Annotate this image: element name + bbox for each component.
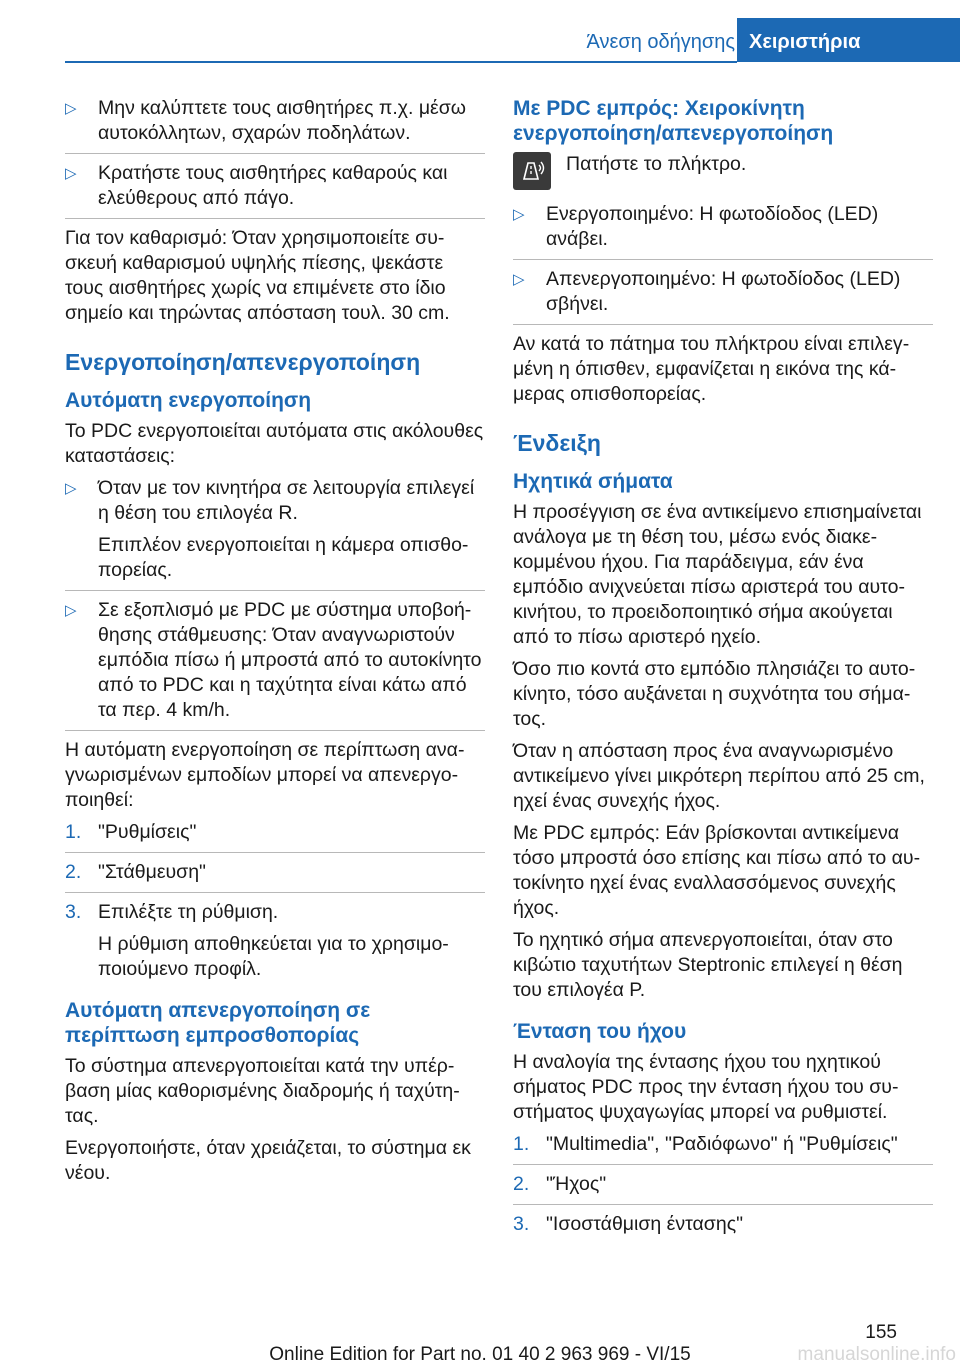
step-item xyxy=(513,1132,933,1165)
list-item-note: Επιπλέον ενεργοποιείται η κάμερα οπισθοπορείας. xyxy=(98,534,469,581)
edition-note: Online Edition for Part no. 01 40 2 963 969 - VI/15 xyxy=(269,1344,691,1365)
step-text: "Στάθμευση" xyxy=(98,861,206,883)
bullet-icon: ▷ xyxy=(513,271,525,288)
list-item-text: Κρατήστε τους αισθητήρες καθαρούς και ελεύθερους από πάγο. xyxy=(98,162,448,209)
watermark: manualsonline.info xyxy=(797,1344,956,1365)
step-number: 3. xyxy=(513,1213,530,1235)
heading-manual-activation: Με PDC εμπρός: Χειροκίνητη ενεργοποίηση/απενεργοποίηση xyxy=(513,97,834,145)
press-button-row xyxy=(513,152,933,190)
step-number: 2. xyxy=(65,861,82,883)
heading-auto-activation: Αυτόματη ενεργοποίηση xyxy=(65,389,312,412)
volume-paragraph: Η αναλογία της έντασης ήχου του ηχητικού σήματος PDC προς την ένταση ήχου του συστήματος ψυχαγωγίας μπορεί να ρυθμιστεί. xyxy=(513,1051,899,1123)
heading-activation: Ενεργοποίηση/απενεργοποίηση xyxy=(65,349,421,375)
step-number: 1. xyxy=(513,1133,530,1155)
list-item xyxy=(65,476,485,591)
signals-paragraph-2: Όσο πιο κοντά στο εμπόδιο πλησιάζει το αυτοκίνητο, τόσο αυξάνεται η συχνότητα του σήματος. xyxy=(513,658,916,730)
step-number: 2. xyxy=(513,1173,530,1195)
heading-acoustic-signals: Ηχητικά σήματα xyxy=(513,470,673,493)
list-item xyxy=(513,202,933,260)
header-rule xyxy=(65,61,737,63)
list-item-text: Σε εξοπλισμό με PDC με σύστημα υποβοήθησης στάθμευσης: Όταν αναγνωριστούν εμπόδια πίσω ή μπροστά από το αυτοκίνητο από το PDC και η ταχύτητα είναι κάτω από τα περ. 4 km/h. xyxy=(98,599,482,721)
signals-paragraph-1: Η προσέγγιση σε ένα αντικείμενο επισημαίνεται ανάλογα με τη θέση του, μέσω ενός διακεκομμένου ήχου. Για παράδειγμα, εάν ένα εμπόδιο ανιχνεύεται πίσω αριστερά του αυτοκινήτου, το προειδοποιητικό σήμα ακούγεται από το πίσω αριστερό ηχείο. xyxy=(513,501,922,648)
step-note: Η ρύθμιση αποθηκεύεται για το χρησιμοποιούμενο προφίλ. xyxy=(98,933,449,980)
heading-auto-deactivation: Αυτόματη απενεργοποίηση σε περίπτωση εμπροσθοπορίας xyxy=(65,999,371,1047)
step-number: 3. xyxy=(65,901,82,923)
list-item-text: Απενεργοποιημένο: Η φωτοδίοδος (LED) σβήνει. xyxy=(546,268,901,315)
list-item-text: Ενεργοποιημένο: Η φωτοδίοδος (LED) ανάβει. xyxy=(546,203,879,250)
step-text: "Ισοστάθμιση έντασης" xyxy=(546,1213,744,1235)
signals-paragraph-5: Το ηχητικό σήμα απενεργοποιείται, όταν στο κιβώτιο ταχυτήτων Steptronic επιλεγεί η θέση του επιλογέα P. xyxy=(513,929,903,1001)
right-column xyxy=(513,96,933,1244)
bullet-icon: ▷ xyxy=(513,206,525,223)
signals-paragraph-4: Με PDC εμπρός: Εάν βρίσκονται αντικείμενα τόσο μπροστά όσο επίσης και πίσω από το αυτοκίνητο ηχεί ένας εναλλασσόμενος συνεχής ήχος. xyxy=(513,822,921,919)
pdc-button-icon xyxy=(513,152,551,190)
heading-display: Ένδειξη xyxy=(513,430,601,456)
auto-paragraph: Το PDC ενεργοποιείται αυτόματα στις ακόλουθες καταστάσεις: xyxy=(65,420,484,467)
page-header xyxy=(0,0,960,64)
chapter-tab[interactable]: Χειριστήρια xyxy=(737,18,960,62)
signals-paragraph-3: Όταν η απόσταση προς ένα αναγνωρισμένο αντικείμενο γίνει μικρότερη περίπου από 25 cm, ηχεί ένας συνεχής ήχος. xyxy=(513,740,925,812)
left-column xyxy=(65,96,485,1193)
cleaning-paragraph: Για τον καθαρισμό: Όταν χρησιμοποιείτε συσκευή καθαρισμού υψηλής πίεσης, ψεκάστε τους αισθητήρες χωρίς να επιμένετε στο ίδιο σημείο και τηρώντας απόσταση τουλ. 30 cm. xyxy=(65,227,450,324)
reactivate-paragraph: Ενεργοποιήστε, όταν χρειάζεται, το σύστημα εκ νέου. xyxy=(65,1137,471,1184)
step-item xyxy=(65,900,485,982)
step-text: "Ρυθμίσεις" xyxy=(98,821,197,843)
page-number: 155 xyxy=(865,1322,897,1343)
list-item xyxy=(513,267,933,325)
bullet-icon: ▷ xyxy=(65,602,77,619)
step-text: "Ήχος" xyxy=(546,1173,607,1195)
bullet-icon: ▷ xyxy=(65,480,77,497)
list-item-text: Μην καλύπτετε τους αισθητήρες π.χ. μέσω αυτοκόλλητων, σχαρών ποδηλάτων. xyxy=(98,97,467,144)
step-item xyxy=(513,1172,933,1205)
bullet-icon: ▷ xyxy=(65,100,77,117)
step-item xyxy=(65,860,485,893)
page-footer xyxy=(0,1312,960,1365)
list-item xyxy=(65,161,485,219)
step-item xyxy=(513,1212,933,1237)
step-number: 1. xyxy=(65,821,82,843)
heading-volume: Ένταση του ήχου xyxy=(513,1020,687,1043)
section-title: Άνεση οδήγησης xyxy=(586,31,735,53)
step-text: "Multimedia", "Ραδιόφωνο" ή "Ρυθμίσεις" xyxy=(546,1133,898,1155)
deactivation-paragraph: Η αυτόματη ενεργοποίηση σε περίπτωση αναγνωρισμένων εμποδίων μπορεί να απενεργοποιηθεί: xyxy=(65,739,465,811)
list-item-text: Όταν με τον κινητήρα σε λειτουργία επιλεγεί η θέση του επιλογέα R. xyxy=(98,477,475,524)
reverse-paragraph: Αν κατά το πάτημα του πλήκτρου είναι επιλεγμένη η όπισθεν, εμφανίζεται η εικόνα της κάμερας οπισθοπορείας. xyxy=(513,333,910,405)
step-text: Επιλέξτε τη ρύθμιση. xyxy=(98,901,279,923)
autooff-paragraph: Το σύστημα απενεργοποιείται κατά την υπέρβαση μίας καθορισμένης διαδρομής ή ταχύτητας. xyxy=(65,1055,460,1127)
bullet-icon: ▷ xyxy=(65,165,77,182)
list-item xyxy=(65,598,485,731)
list-item xyxy=(65,96,485,154)
step-item xyxy=(65,820,485,853)
press-button-text: Πατήστε το πλήκτρο. xyxy=(566,153,747,175)
